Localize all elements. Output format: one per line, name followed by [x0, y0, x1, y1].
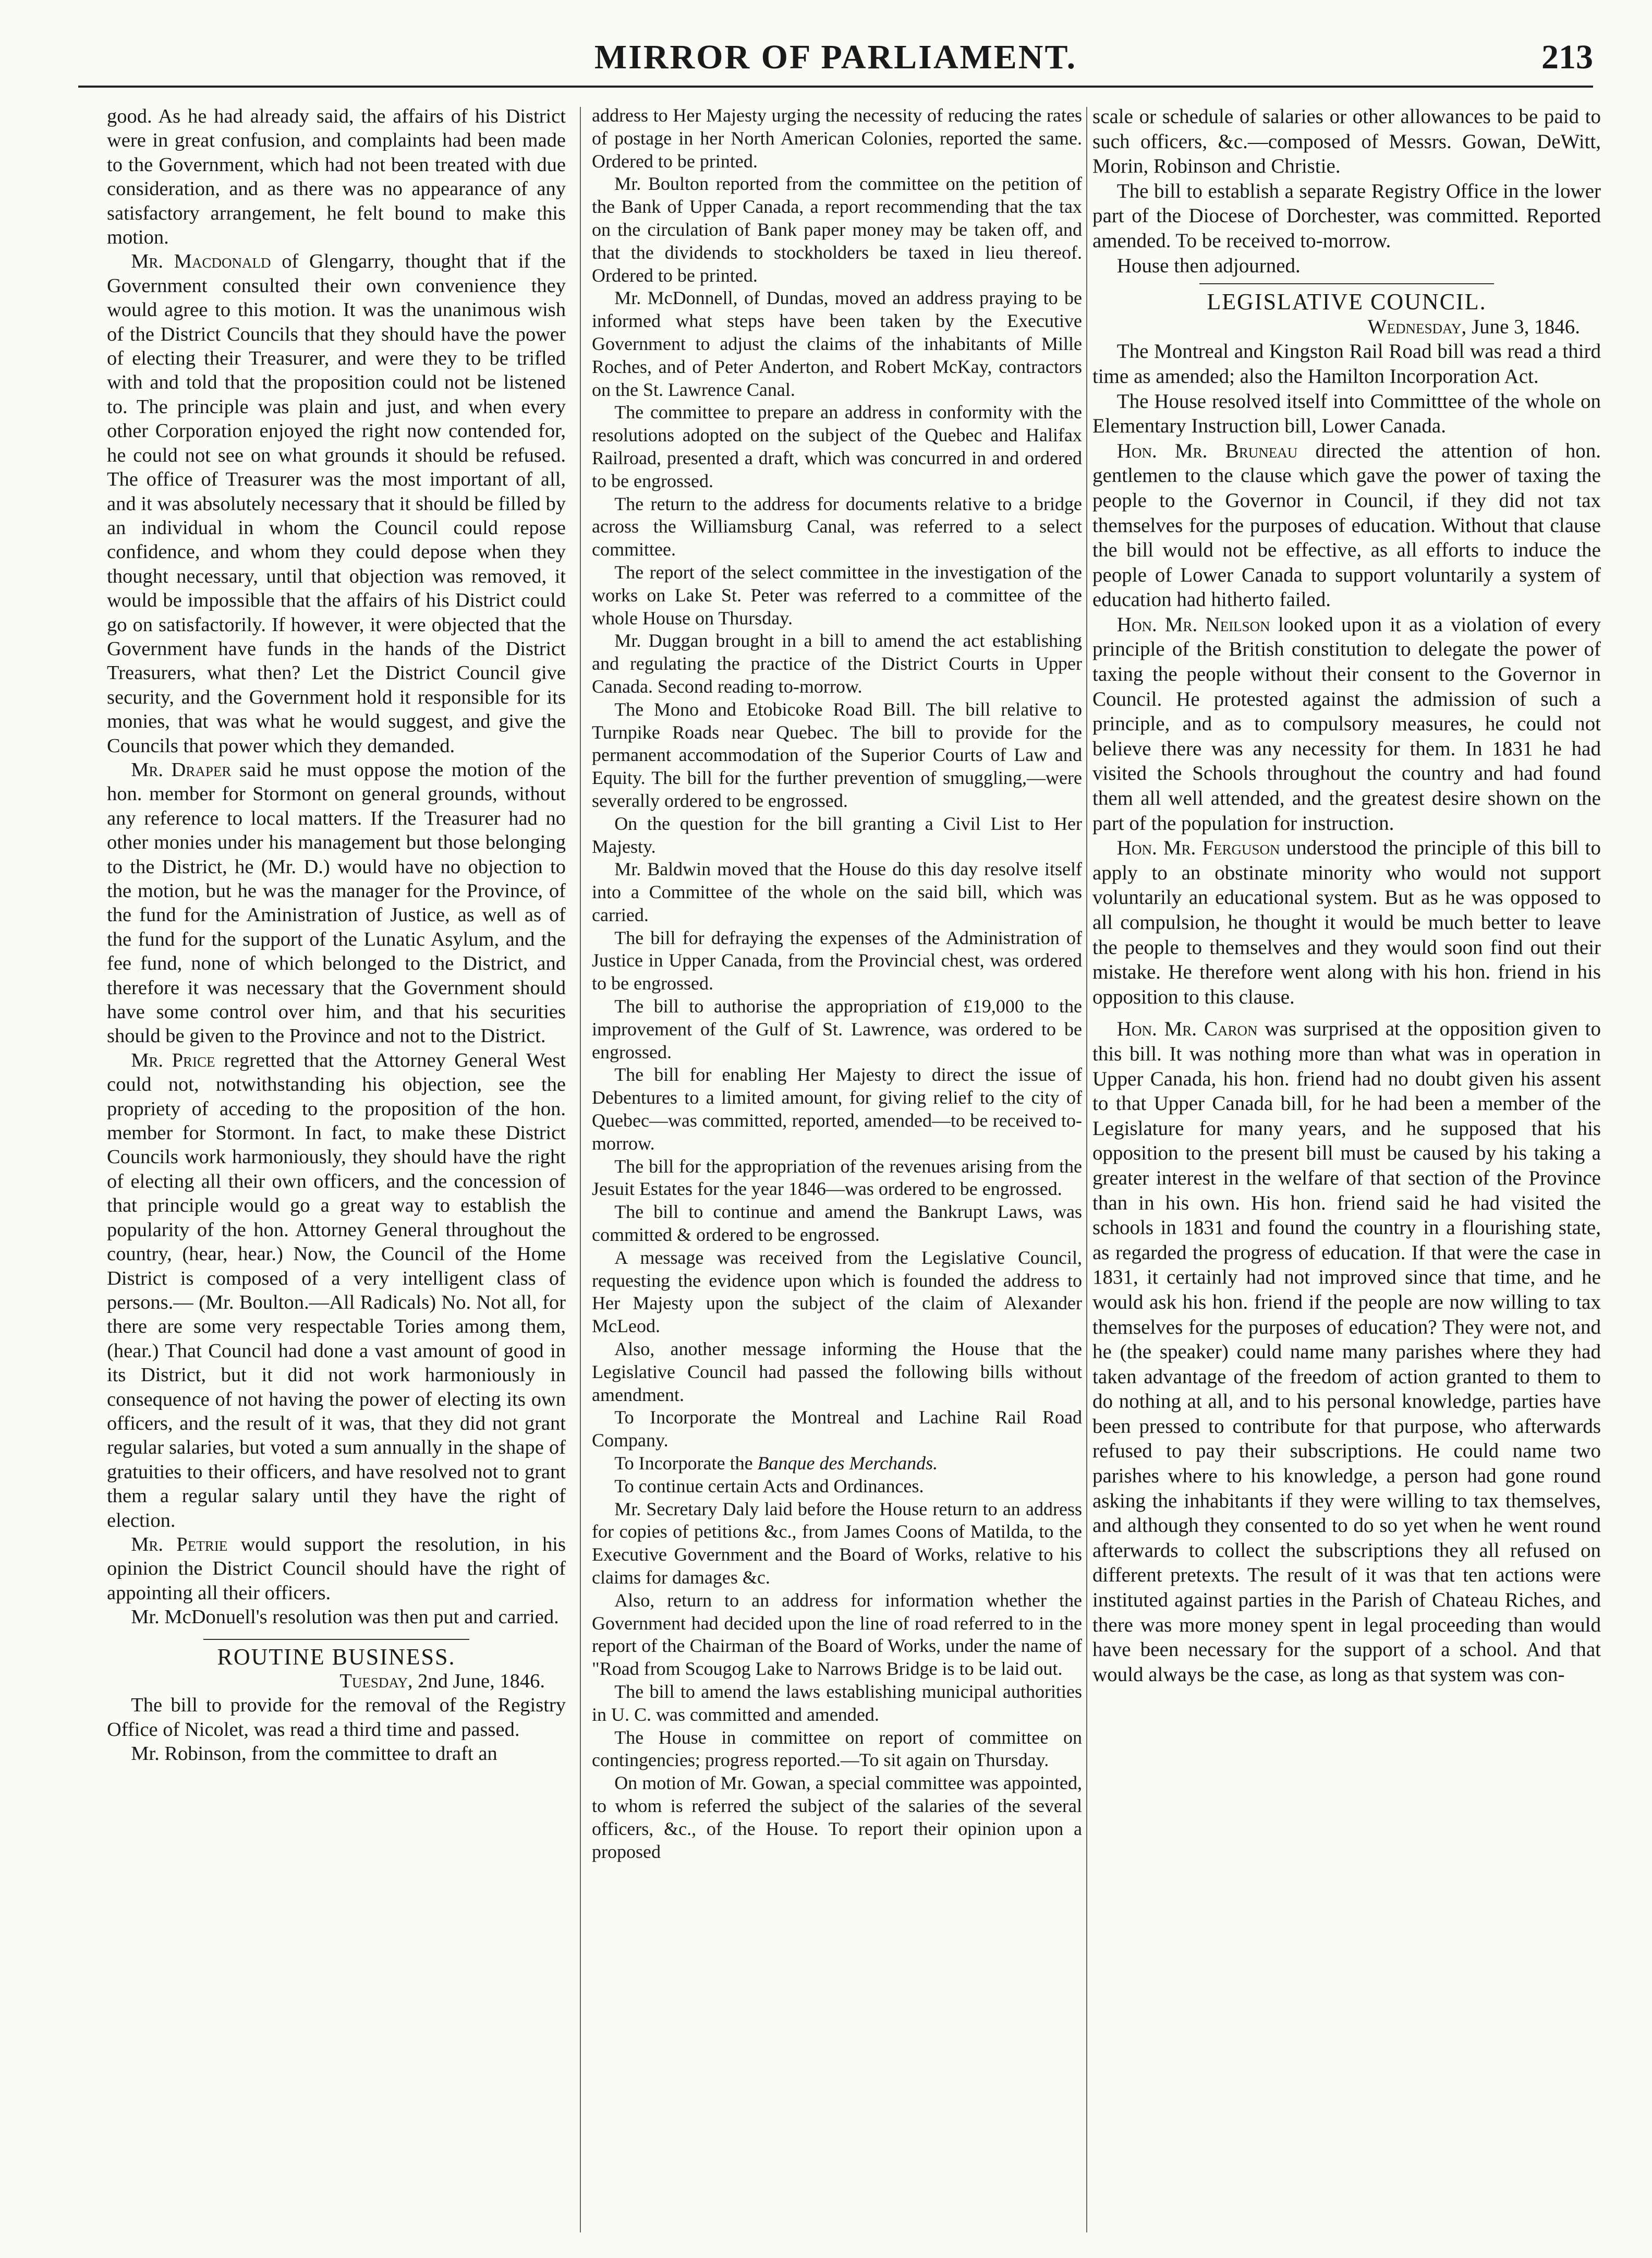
- column-left: [107, 104, 566, 2232]
- paragraph: [1092, 439, 1601, 612]
- paragraph: Mr. McDonuell's resolution was then put and carried.: [131, 1606, 559, 1628]
- paragraph: The bill to authorise the appropriation of £19,000 to the improvement of the Gulf of St. Lawrence, was ordered to be engrossed.: [592, 996, 1082, 1062]
- paragraph: The Montreal and Kingston Rail Road bill was read a third time as amended; also the Hamilton Incorporation Act.: [1092, 340, 1601, 388]
- paragraph: The House resolved itself into Committtee of the whole on Elementary Instruction bill, Lower Canada.: [1092, 390, 1601, 438]
- page-title: MIRROR OF PARLIAMENT.: [594, 38, 1077, 76]
- paragraph: A message was received from the Legislative Council, requesting the evidence upon which is founded the address to Her Majesty upon the subject of the claim of Alexander McLeod.: [592, 1247, 1082, 1337]
- paragraph: The bill to establish a separate Registry Office in the lower part of the Diocese of Dorchester, was committed. Reported amended. To be received to-morrow.: [1092, 179, 1601, 252]
- paragraph: [1092, 1017, 1601, 1687]
- speech-text: understood the principle of this bill to apply to an obstinate minority who would not support voluntarily an educational system. But as he was opposed to all compulsion, he thought it would be much better to leave the people to themselves and they would soon find out their mistake. He therefore went along with his hon. friend in his opposition to this clause.: [1092, 837, 1601, 1008]
- column-divider: [580, 107, 581, 2232]
- paragraph: scale or schedule of salaries or other allowances to be paid to such officers, &c.—composed of Messrs. Gowan, DeWitt, Morin, Robinson and Christie.: [1092, 105, 1601, 178]
- section-heading-routine-business: ROUTINE BUSINESS.: [217, 1644, 456, 1670]
- section-date: [1092, 315, 1601, 340]
- paragraph: The bill for enabling Her Majesty to direct the issue of Debentures to a limited amount, for giving relief to the city of Quebec—was committed, reported, amended—to be received to-morrow.: [592, 1064, 1082, 1154]
- speech-text: was surprised at the opposition given to this bill. It was nothing more than what was in operation in Upper Canada, his hon. friend had no doubt given his assent to that Upper Canada bill, for he had been a member of the Legislature for many years, and he supposed that his opposition to the present bill must be caused by his taking a greater interest in the welfare of that section of the Province than in his own. His hon. friend said he had visited the schools in 1831 and found the country in a flourishing state, as regarded the progress of education. If that were the case in 1831, it certainly had not improved since that time, and he would ask his hon. friend if the people are now willing to tax themselves for the purposes of education? They were not, and he (the speaker) could name many parishes where they had taken advantage of the freedom of action granted to them to do nothing at all, and to his personal knowledge, parties have been pressed to contribute for that purpose, who afterwards refused to pay their subscriptions. He could name two parishes where to his knowledge, a person had gone round asking the inhabitants if they were willing to tax themselves, and although they consented to do so yet when he went round afterwards to collect the subscriptions they all refused on different pretexts. The result of it was that ten actions were instituted against parties in the Parish of Chateau Riches, and there was more money spent in legal proceeding than would have been necessary for the support of a school. And that would always be the case, as long as that system was con-: [1092, 1018, 1601, 1686]
- paragraph: good. As he had already said, the affairs of his District were in great confusion, and complaints had been made to the Government, which had not been treated with due consideration, and as there was no appearance of any satisfactory arrangement, he felt bound to make this motion.: [107, 105, 566, 249]
- paragraph: [592, 1452, 1082, 1475]
- paragraph: address to Her Majesty urging the necessity of reducing the rates of postage in her North American Colonies, reported the same. Ordered to be printed.: [592, 105, 1082, 172]
- paragraph: To Incorporate the Montreal and Lachine Rail Road Company.: [592, 1407, 1082, 1451]
- speech-text: of Glengarry, thought that if the Government consulted their own convenience they would agree to this motion. It was the unanimous wish of the District Councils that they should have the power of electing their Treasurer, and were they to be trifled with and told that the proposition could not be listened to. The principle was plain and just, and when every other Corporation enjoyed the right now contended for, he could not see on what grounds it should be refused. The office of Treasurer was the most important of all, and it was absolutely necessary that it should be filled by an individual in whom the Council could repose confidence, and whom they could depose when they thought necessary, until that objection was removed, it would be impossible that the affairs of his District could go on satisfactorily. If however, it were objected that the Government have funds in the hands of the District Treasurers, what then? Let the District Council give security, and the Government hold it responsible for its monies, that was what he would suggest, and give the Councils that power which they demanded.: [107, 250, 566, 757]
- speaker-name: Hon. Mr. Ferguson: [1116, 837, 1280, 860]
- section-heading-legislative-council: LEGISLATIVE COUNCIL.: [1207, 289, 1487, 315]
- section-day: Tuesday: [339, 1670, 408, 1692]
- section-date-text: , June 3, 1846.: [1461, 315, 1580, 338]
- paragraph: Mr. McDonnell, of Dundas, moved an address praying to be informed what steps have been taken by the Executive Government to adjust the claims of the inhabitants of Mille Roches, and of Peter Anderton, and Robert McKay, contractors on the St. Lawrence Canal.: [592, 287, 1082, 400]
- paragraph: On motion of Mr. Gowan, a special committee was appointed, to whom is referred the subject of the salaries of the several officers, &c., of the House. To report their opinion upon a proposed: [592, 1772, 1082, 1862]
- header-rule: [78, 86, 1593, 88]
- paragraph: The bill to continue and amend the Bankrupt Laws, was committed & ordered to be engrossed.: [592, 1201, 1082, 1246]
- paragraph: The bill for the appropriation of the revenues arising from the Jesuit Estates for the year 1846—was ordered to be engrossed.: [592, 1155, 1082, 1200]
- column-divider: [1086, 107, 1087, 2232]
- text: To Incorporate the: [614, 1453, 758, 1474]
- paragraph: The committee to prepare an address in conformity with the resolutions adopted on the subject of the Quebec and Halifax Railroad, presented a draft, which was concurred in and ordered to be engrossed.: [592, 402, 1082, 491]
- paragraph: The report of the select committee in the investigation of the works on Lake St. Peter was referred to a committee of the whole House on Thursday.: [592, 561, 1082, 629]
- paragraph: The bill to provide for the removal of the Registry Office of Nicolet, was read a third time and passed.: [107, 1694, 566, 1741]
- paragraph: The bill for defraying the expenses of the Administration of Justice in Upper Canada, from the Provincial chest, was ordered to be engrossed.: [592, 927, 1082, 994]
- speaker-name: Hon. Mr. Neilson: [1116, 613, 1270, 636]
- paragraph: [107, 758, 566, 1048]
- paragraph: On the question for the bill granting a Civil List to Her Majesty.: [592, 813, 1082, 857]
- column-middle: [592, 104, 1082, 2232]
- paragraph: To continue certain Acts and Ordinances.: [614, 1475, 924, 1496]
- paragraph: The return to the address for documents relative to a bridge across the Williamsburg Canal, was referred to a select committee.: [592, 493, 1082, 560]
- paragraph: [107, 1048, 566, 1532]
- paragraph: [107, 249, 566, 758]
- paragraph: The bill to amend the laws establishing municipal authorities in U. C. was committed and amended.: [592, 1681, 1082, 1725]
- paragraph: Mr. Boulton reported from the committee on the petition of the Bank of Upper Canada, a report recommending that the tax on the circulation of Bank paper money may be taken off, and that the dividends to stockholders be taxed in lieu thereof. Ordered to be printed.: [592, 173, 1082, 286]
- spacer: [1092, 1009, 1601, 1017]
- speaker-name: Mr. Price: [131, 1049, 215, 1071]
- paragraph: Also, return to an address for information whether the Government had decided upon the line of road referred to in the report of the Chairman of the Board of Works, under the name of "Road from Scougog Lake to Narrows Bridge is to be laid out.: [592, 1589, 1082, 1680]
- speech-text: directed the attention of hon. gentlemen to the clause which gave the power of taxing the people to the Governor in Council, if they did not tax themselves for the purposes of education. Without that clause the bill would not be effective, as all efforts to induce the people of Lower Canada to support voluntarily a system of education had hitherto failed.: [1092, 439, 1601, 611]
- paragraph: The House in committee on report of committee on contingencies; progress reported.—To sit again on Thursday.: [592, 1726, 1082, 1771]
- section-rule: [1199, 283, 1495, 284]
- section-day: Wednesday: [1367, 315, 1462, 338]
- page-number: 213: [1541, 38, 1593, 76]
- speaker-name: Mr. Petrie: [131, 1533, 228, 1555]
- speech-text: said he must oppose the motion of the hon. member for Stormont on general grounds, without any reference to local matters. If the Treasurer had no other monies under his management but those belonging to the District, he (Mr. D.) would have no objection to the motion, but he was the manager for the Province, of the fund for the Aministration of Justice, as well as of the fund for the support of the Lunatic Asylum, and the fee fund, none of which belonged to the District, and therefore it was necessary that the Government should have some control over him, and that his securities should be given to the Province and not to the District.: [107, 758, 566, 1047]
- speech-text: looked upon it as a violation of every principle of the British constitution to delegate the power of taxing the people without their consent to the Governor in Council. He protested against the admission of such a principle, and as to compulsory measures, he could not believe there was any necessity for them. In 1831 he had visited the Schools throughout the country and had found them all well attended, and the greatest desire shown on the part of the population for instruction.: [1092, 613, 1601, 835]
- paragraph: [1092, 612, 1601, 836]
- column-right: [1092, 104, 1601, 2232]
- paragraph: Mr. Duggan brought in a bill to amend the act establishing and regulating the practice of the District Courts in Upper Canada. Second reading to-morrow.: [592, 630, 1082, 697]
- speaker-name: Hon. Mr. Bruneau: [1116, 439, 1298, 462]
- speech-text: would support the resolution, in his opinion the District Council should have the right of appointing all their officers.: [107, 1533, 566, 1604]
- section-rule: [203, 1639, 469, 1640]
- section-date-text: , 2nd June, 1846.: [407, 1670, 545, 1692]
- italic-text: Banque des Merchands.: [757, 1453, 938, 1474]
- speaker-name: Mr. Macdonald: [131, 250, 271, 273]
- paragraph: The Mono and Etobicoke Road Bill. The bill relative to Turnpike Roads near Quebec. The bill to provide for the permanent accommodation of the Superior Courts of Law and Equity. The bill for the further prevention of smuggling,—were severally ordered to be engrossed.: [592, 698, 1082, 811]
- speaker-name: Hon. Mr. Caron: [1116, 1018, 1258, 1041]
- paragraph: [1092, 836, 1601, 1009]
- page-header: [78, 38, 1593, 95]
- speaker-name: Mr. Draper: [131, 758, 232, 781]
- speech-text: regretted that the Attorney General West could not, notwithstanding his objection, see the propriety of acceding to the proposition of the hon. member for Stormont. In fact, to make these District Councils work harmoniously, they should have the right of electing all their own officers, and the concession of that principle would go a great way to establish the popularity of the hon. Attorney General throughout the country, (hear, hear.) Now, the Council of the Home District is composed of a very intelligent class of persons.— (Mr. Boulton.—All Radicals) No. Not all, for there are some very respectable Tories among them, (hear.) That Council had done a vast amount of good in its District, but it did not work harmoniously in consequence of not having the power of electing its own officers, and the result of it was, that they did not grant regular salaries, but voted a sum annually in the shape of gratuities to their officers, and have resolved not to grant them a regular salary until they have the right of election.: [107, 1049, 566, 1531]
- paragraph: Mr. Secretary Daly laid before the House return to an address for copies of petitions &c., from James Coons of Matilda, to the Executive Government and the Board of Works, relative to his claims for damages &c.: [592, 1498, 1082, 1588]
- paragraph: [107, 1532, 566, 1605]
- paragraph: Mr. Baldwin moved that the House do this day resolve itself into a Committee of the whole on the said bill, which was carried.: [592, 859, 1082, 925]
- paragraph: Mr. Robinson, from the committee to draft an: [131, 1743, 497, 1765]
- section-date: [107, 1669, 566, 1693]
- paragraph: Also, another message informing the House that the Legislative Council had passed the following bills without amendment.: [592, 1338, 1082, 1405]
- paragraph: House then adjourned.: [1116, 254, 1301, 277]
